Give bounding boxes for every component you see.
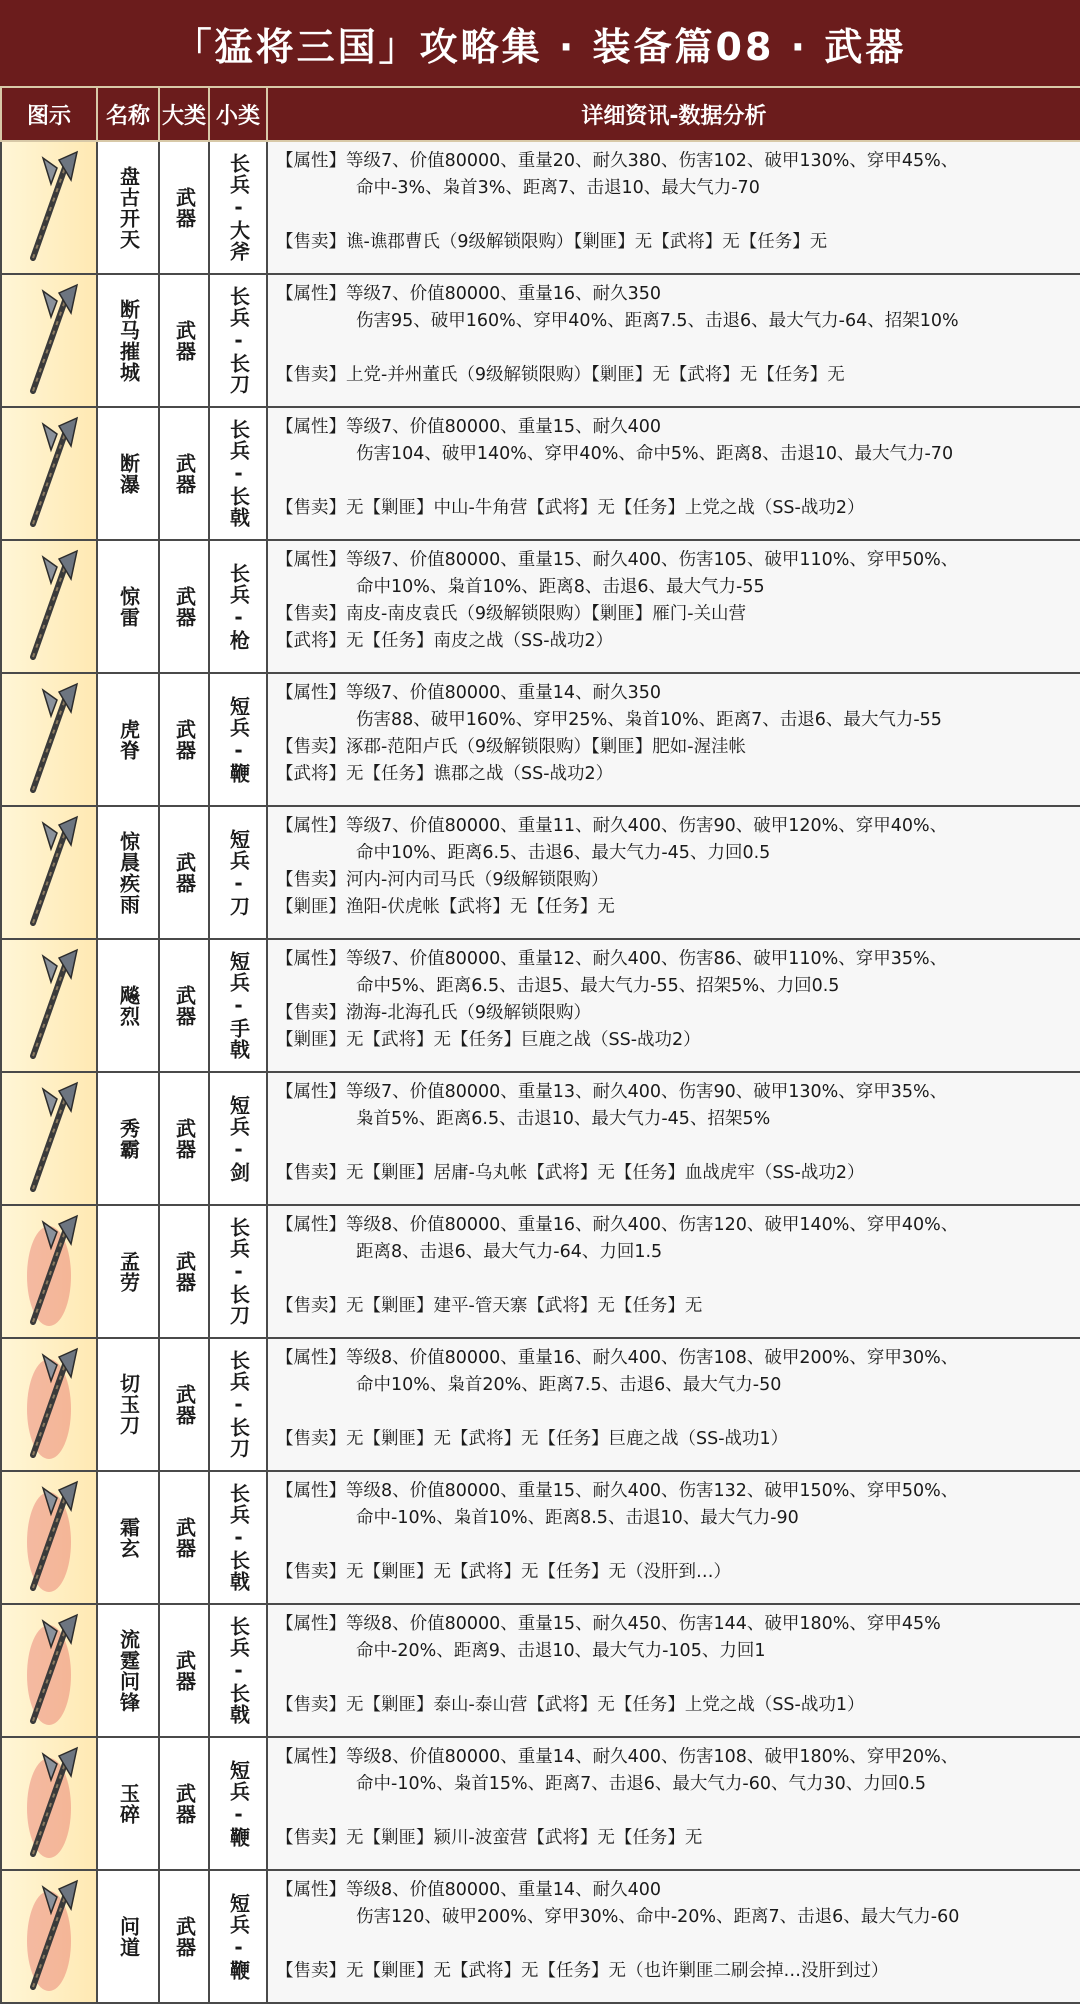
spacer [276, 335, 1074, 362]
attribute-line-cont: 距离8、击退6、最大气力-64、力回1.5 [356, 1242, 663, 1262]
attribute-line-cont: 命中10%、枭首20%、距离7.5、击退6、最大气力-50 [356, 1375, 782, 1395]
weapon-detail [267, 1737, 1080, 1870]
weapon-major-category [159, 407, 209, 540]
weapon-table [0, 86, 1080, 2004]
weapon-icon-cell [1, 939, 97, 1072]
source-line: 【售卖】无【剿匪】无【武将】无【任务】巨鹿之战（SS-战功1） [276, 1429, 789, 1449]
weapon-detail [267, 1870, 1080, 2003]
attribute-line-cont: 命中-3%、枭首3%、距离7、击退10、最大气力-70 [356, 178, 760, 198]
header-detail: 详细资讯-数据分析 [267, 87, 1080, 141]
attribute-line-cont: 伤害104、破甲140%、穿甲40%、命中5%、距离8、击退10、最大气力-70 [356, 444, 954, 464]
minor-category-text: 短兵-鞭 [226, 1759, 251, 1848]
weapon-name-text: 飚烈 [116, 984, 141, 1027]
table-row [1, 1205, 1080, 1338]
weapon-name-text: 惊雷 [116, 585, 141, 628]
weapon-minor-category [209, 1072, 267, 1205]
major-category-text: 武器 [172, 186, 197, 229]
source-line: 【武将】无【任务】南皮之战（SS-战功2） [276, 631, 614, 651]
attribute-line-cont: 伤害95、破甲160%、穿甲40%、距离7.5、击退6、最大气力-64、招架10% [356, 311, 959, 331]
weapon-minor-category [209, 274, 267, 407]
hand-halberd-icon [9, 948, 89, 1063]
weapon-name-text: 虎脊 [116, 718, 141, 761]
minor-category-text: 短兵-鞭 [226, 695, 251, 784]
weapon-minor-category [209, 141, 267, 274]
weapon-major-category [159, 806, 209, 939]
weapon-detail [267, 141, 1080, 274]
weapon-major-category [159, 1604, 209, 1737]
weapon-name [97, 1604, 159, 1737]
weapon-name [97, 1737, 159, 1870]
source-line: 【售卖】谯-谯郡曹氏（9级解锁限购）【剿匪】无【武将】无【任务】无 [276, 232, 828, 252]
weapon-name-text: 断马摧城 [116, 298, 141, 383]
source-line: 【售卖】无【剿匪】无【武将】无【任务】无（没肝到…） [276, 1562, 731, 1582]
source-line: 【售卖】无【剿匪】泰山-泰山营【武将】无【任务】上党之战（SS-战功1） [276, 1695, 865, 1715]
weapon-icon-cell [1, 274, 97, 407]
minor-category-text: 短兵-鞭 [226, 1892, 251, 1981]
attribute-line-cont: 命中-10%、枭首10%、距离8.5、击退10、最大气力-90 [356, 1508, 799, 1528]
weapon-minor-category [209, 673, 267, 806]
weapon-minor-category [209, 1604, 267, 1737]
table-row [1, 407, 1080, 540]
saber-icon [9, 815, 89, 930]
weapon-name-text: 断瀑 [116, 452, 141, 495]
weapon-minor-category [209, 939, 267, 1072]
attribute-line: 【属性】等级8、价值80000、重量14、耐久400、伤害108、破甲180%、穿甲20%、 [276, 1747, 959, 1767]
attribute-line: 【属性】等级8、价值80000、重量15、耐久450、伤害144、破甲180%、穿甲45% [276, 1614, 941, 1634]
attribute-line: 【属性】等级7、价值80000、重量14、耐久350 [276, 683, 661, 703]
table-row [1, 540, 1080, 673]
table-row [1, 1338, 1080, 1471]
minor-category-text: 长兵-长戟 [226, 1483, 251, 1592]
source-line: 【售卖】无【剿匪】中山-牛角营【武将】无【任务】上党之战（SS-战功2） [276, 498, 865, 518]
weapon-minor-category [209, 1870, 267, 2003]
weapon-icon-cell [1, 407, 97, 540]
halberd-red-icon [9, 1480, 89, 1595]
weapon-name-text: 秀霸 [116, 1117, 141, 1160]
minor-category-text: 长兵-枪 [226, 562, 251, 651]
glaive-red-icon [9, 1347, 89, 1462]
weapon-icon-cell [1, 1737, 97, 1870]
major-category-text: 武器 [172, 319, 197, 362]
attribute-line: 【属性】等级7、价值80000、重量12、耐久400、伤害86、破甲110%、穿甲35%、 [276, 949, 948, 969]
weapon-major-category [159, 141, 209, 274]
weapon-icon-cell [1, 1471, 97, 1604]
table-row [1, 806, 1080, 939]
minor-category-text: 长兵-长刀 [226, 286, 251, 395]
weapon-detail [267, 1604, 1080, 1737]
weapon-icon-cell [1, 1604, 97, 1737]
weapon-detail [267, 1072, 1080, 1205]
table-row [1, 1604, 1080, 1737]
table-row [1, 1072, 1080, 1205]
weapon-name [97, 141, 159, 274]
spacer [276, 468, 1074, 495]
weapon-major-category [159, 673, 209, 806]
attribute-line: 【属性】等级7、价值80000、重量16、耐久350 [276, 284, 661, 304]
major-category-text: 武器 [172, 1915, 197, 1958]
weapon-name [97, 1338, 159, 1471]
sale-line: 【售卖】南皮-南皮袁氏（9级解锁限购）【剿匪】雁门-关山营 [276, 604, 747, 624]
source-line: 【售卖】无【剿匪】颍川-波蛮营【武将】无【任务】无 [276, 1828, 703, 1848]
weapon-major-category [159, 1870, 209, 2003]
long-blade-red-icon [9, 1214, 89, 1329]
halberd-icon [9, 416, 89, 531]
attribute-line: 【属性】等级7、价值80000、重量20、耐久380、伤害102、破甲130%、穿甲45%、 [276, 151, 959, 171]
weapon-detail [267, 540, 1080, 673]
weapon-major-category [159, 1072, 209, 1205]
attribute-line-cont: 枭首5%、距离6.5、击退10、最大气力-45、招架5% [356, 1109, 771, 1129]
weapon-detail [267, 939, 1080, 1072]
weapon-icon-cell [1, 1870, 97, 2003]
spacer [276, 1931, 1074, 1958]
source-line: 【武将】无【任务】谯郡之战（SS-战功2） [276, 764, 614, 784]
major-category-text: 武器 [172, 1782, 197, 1825]
source-line: 【售卖】上党-并州董氏（9级解锁限购）【剿匪】无【武将】无【任务】无 [276, 365, 845, 385]
header-major: 大类 [159, 87, 209, 141]
sword-icon [9, 1081, 89, 1196]
major-category-text: 武器 [172, 851, 197, 894]
attribute-line: 【属性】等级8、价值80000、重量16、耐久400、伤害108、破甲200%、穿甲30%、 [276, 1348, 959, 1368]
attribute-line: 【属性】等级8、价值80000、重量16、耐久400、伤害120、破甲140%、穿甲40%、 [276, 1215, 959, 1235]
source-line: 【剿匪】渔阳-伏虎帐【武将】无【任务】无 [276, 897, 615, 917]
minor-category-text: 短兵-剑 [226, 1094, 251, 1183]
weapon-major-category [159, 274, 209, 407]
table-row [1, 1870, 1080, 2003]
weapon-name-text: 霜玄 [116, 1516, 141, 1559]
weapon-name-text: 盘古开天 [116, 165, 141, 250]
weapon-major-category [159, 1205, 209, 1338]
weapon-name [97, 274, 159, 407]
whip-icon [9, 682, 89, 797]
sale-line: 【售卖】河内-河内司马氏（9级解锁限购） [276, 870, 609, 890]
weapon-major-category [159, 540, 209, 673]
source-line: 【售卖】无【剿匪】居庸-乌丸帐【武将】无【任务】血战虎牢（SS-战功2） [276, 1163, 865, 1183]
weapon-name-text: 孟劳 [116, 1250, 141, 1293]
spacer [276, 1399, 1074, 1426]
weapon-minor-category [209, 407, 267, 540]
sale-line: 【售卖】涿郡-范阳卢氏（9级解锁限购）【剿匪】肥如-渥洼帐 [276, 737, 747, 757]
major-category-text: 武器 [172, 984, 197, 1027]
major-category-text: 武器 [172, 1383, 197, 1426]
twin-whip-red-icon [9, 1746, 89, 1861]
header-icon: 图示 [1, 87, 97, 141]
weapon-name-text: 切玉刀 [116, 1373, 141, 1436]
weapon-detail [267, 1205, 1080, 1338]
page-title: 「猛将三国」攻略集 · 装备篇08 · 武器 [173, 24, 907, 69]
header-minor: 小类 [209, 87, 267, 141]
attribute-line-cont: 命中-10%、枭首15%、距离7、击退6、最大气力-60、气力30、力回0.5 [356, 1774, 927, 1794]
header-name: 名称 [97, 87, 159, 141]
weapon-name [97, 1205, 159, 1338]
spear-icon [9, 549, 89, 664]
attribute-line-cont: 命中10%、距离6.5、击退6、最大气力-45、力回0.5 [356, 843, 771, 863]
attribute-line: 【属性】等级8、价值80000、重量15、耐久400、伤害132、破甲150%、穿甲50%、 [276, 1481, 959, 1501]
table-row [1, 1471, 1080, 1604]
minor-category-text: 短兵-刀 [226, 828, 251, 917]
minor-category-text: 长兵-长刀 [226, 1350, 251, 1459]
table-header-row [1, 87, 1080, 141]
major-category-text: 武器 [172, 1649, 197, 1692]
weapon-minor-category [209, 806, 267, 939]
weapon-icon-cell [1, 540, 97, 673]
spacer [276, 1266, 1074, 1293]
weapon-name [97, 1870, 159, 2003]
table-row [1, 1737, 1080, 1870]
attribute-line-cont: 命中5%、距离6.5、击退5、最大气力-55、招架5%、力回0.5 [356, 976, 840, 996]
attribute-line: 【属性】等级8、价值80000、重量14、耐久400 [276, 1880, 661, 1900]
weapon-major-category [159, 1471, 209, 1604]
weapon-icon-cell [1, 1338, 97, 1471]
weapon-name [97, 806, 159, 939]
weapon-minor-category [209, 1471, 267, 1604]
weapon-minor-category [209, 1338, 267, 1471]
weapon-name [97, 939, 159, 1072]
weapon-major-category [159, 1338, 209, 1471]
weapon-icon-cell [1, 806, 97, 939]
weapon-icon-cell [1, 1072, 97, 1205]
spacer [276, 1532, 1074, 1559]
attribute-line-cont: 命中-20%、距离9、击退10、最大气力-105、力回1 [356, 1641, 766, 1661]
minor-category-text: 短兵-手戟 [226, 951, 251, 1060]
weapon-icon-cell [1, 141, 97, 274]
table-row [1, 141, 1080, 274]
weapon-major-category [159, 939, 209, 1072]
weapon-detail [267, 1338, 1080, 1471]
weapon-name [97, 540, 159, 673]
attribute-line: 【属性】等级7、价值80000、重量15、耐久400、伤害105、破甲110%、穿甲50%、 [276, 550, 959, 570]
weapon-name-text: 问道 [116, 1915, 141, 1958]
weapon-detail [267, 806, 1080, 939]
table-row [1, 673, 1080, 806]
weapon-minor-category [209, 1737, 267, 1870]
minor-category-text: 长兵-长戟 [226, 419, 251, 528]
weapon-icon-cell [1, 1205, 97, 1338]
spacer [276, 202, 1074, 229]
major-category-text: 武器 [172, 718, 197, 761]
minor-category-text: 长兵-长戟 [226, 1616, 251, 1725]
major-category-text: 武器 [172, 1250, 197, 1293]
weapon-name [97, 1072, 159, 1205]
table-row [1, 939, 1080, 1072]
weapon-detail [267, 1471, 1080, 1604]
weapon-name [97, 407, 159, 540]
weapon-minor-category [209, 540, 267, 673]
attribute-line-cont: 命中10%、枭首10%、距离8、击退6、最大气力-55 [356, 577, 765, 597]
title-bar [0, 0, 1080, 88]
source-line: 【剿匪】无【武将】无【任务】巨鹿之战（SS-战功2） [276, 1030, 701, 1050]
major-category-text: 武器 [172, 585, 197, 628]
axe-halberd-red-icon [9, 1613, 89, 1728]
major-category-text: 武器 [172, 1516, 197, 1559]
great-axe-icon [9, 150, 89, 265]
twin-whip-dark-icon [9, 1879, 89, 1994]
source-line: 【售卖】无【剿匪】建平-管天寨【武将】无【任务】无 [276, 1296, 703, 1316]
major-category-text: 武器 [172, 1117, 197, 1160]
weapon-name [97, 673, 159, 806]
sale-line: 【售卖】渤海-北海孔氏（9级解锁限购） [276, 1003, 591, 1023]
major-category-text: 武器 [172, 452, 197, 495]
attribute-line: 【属性】等级7、价值80000、重量11、耐久400、伤害90、破甲120%、穿甲40%、 [276, 816, 948, 836]
source-line: 【售卖】无【剿匪】无【武将】无【任务】无（也许剿匪二刷会掉…没肝到过） [276, 1961, 889, 1981]
weapon-name-text: 玉碎 [116, 1782, 141, 1825]
minor-category-text: 长兵-长刀 [226, 1217, 251, 1326]
weapon-major-category [159, 1737, 209, 1870]
spacer [276, 1133, 1074, 1160]
attribute-line-cont: 伤害88、破甲160%、穿甲25%、枭首10%、距离7、击退6、最大气力-55 [356, 710, 942, 730]
weapon-name-text: 流霆问锋 [116, 1628, 141, 1713]
table-row [1, 274, 1080, 407]
weapon-minor-category [209, 1205, 267, 1338]
weapon-detail [267, 673, 1080, 806]
attribute-line: 【属性】等级7、价值80000、重量13、耐久400、伤害90、破甲130%、穿甲35%、 [276, 1082, 948, 1102]
spacer [276, 1798, 1074, 1825]
minor-category-text: 长兵-大斧 [226, 153, 251, 262]
weapon-detail [267, 274, 1080, 407]
spacer [276, 1665, 1074, 1692]
weapon-icon-cell [1, 673, 97, 806]
weapon-name [97, 1471, 159, 1604]
attribute-line-cont: 伤害120、破甲200%、穿甲30%、命中-20%、距离7、击退6、最大气力-60 [356, 1907, 960, 1927]
weapon-name-text: 惊晨疾雨 [116, 830, 141, 915]
long-blade-icon [9, 283, 89, 398]
attribute-line: 【属性】等级7、价值80000、重量15、耐久400 [276, 417, 661, 437]
weapon-detail [267, 407, 1080, 540]
